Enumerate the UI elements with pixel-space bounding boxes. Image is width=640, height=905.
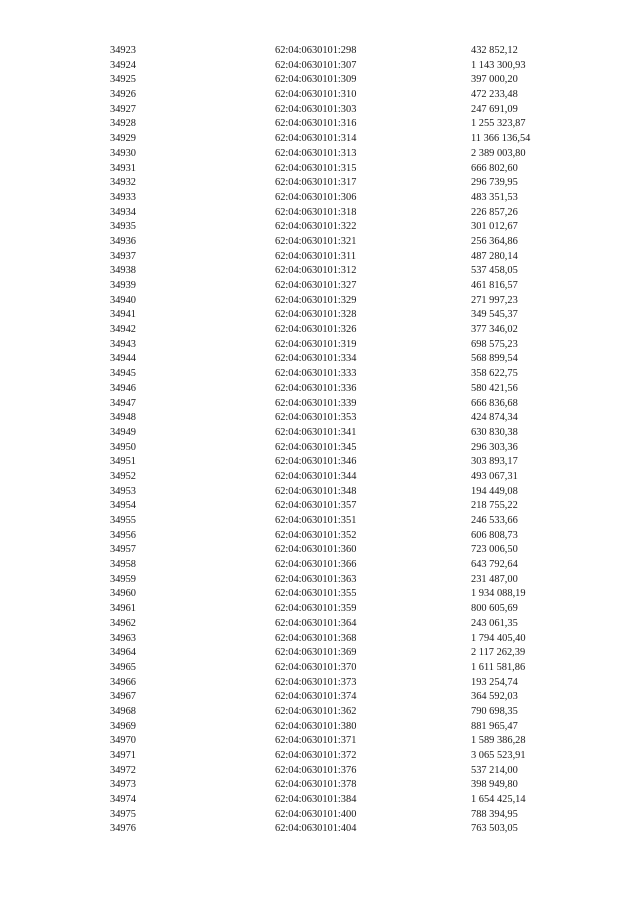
row-number: 34970 — [110, 735, 136, 747]
table-row — [0, 602, 640, 617]
cadastral-number: 62:04:0630101:344 — [275, 470, 357, 482]
cadastral-number: 62:04:0630101:357 — [275, 500, 357, 512]
row-number: 34958 — [110, 559, 136, 571]
cadastral-value: 303 893,17 — [471, 456, 518, 468]
cadastral-value: 2 117 262,39 — [471, 647, 526, 659]
table-row — [0, 103, 640, 118]
cadastral-value: 11 366 136,54 — [471, 133, 531, 145]
table-row — [0, 632, 640, 647]
row-number: 34943 — [110, 338, 136, 350]
cadastral-value: 1 255 323,87 — [471, 118, 526, 130]
cadastral-value: 377 346,02 — [471, 324, 518, 336]
cadastral-value: 698 575,23 — [471, 338, 518, 350]
cadastral-number: 62:04:0630101:362 — [275, 705, 357, 717]
cadastral-number: 62:04:0630101:327 — [275, 280, 357, 291]
table-row — [0, 676, 640, 691]
cadastral-value: 247 691,09 — [471, 103, 518, 115]
cadastral-number: 62:04:0630101:336 — [275, 382, 357, 394]
row-number: 34948 — [110, 412, 136, 424]
row-number: 34934 — [110, 206, 136, 218]
row-number: 34971 — [110, 750, 136, 761]
cadastral-number: 62:04:0630101:373 — [275, 676, 357, 688]
cadastral-number: 62:04:0630101:303 — [275, 103, 357, 115]
row-number: 34964 — [110, 647, 136, 659]
row-number: 34956 — [110, 529, 136, 541]
cadastral-number: 62:04:0630101:380 — [275, 720, 357, 732]
table-row — [0, 749, 640, 764]
table-row — [0, 220, 640, 235]
cadastral-number: 62:04:0630101:346 — [275, 456, 357, 468]
row-number: 34930 — [110, 147, 136, 159]
row-number: 34941 — [110, 309, 136, 321]
table-row — [0, 793, 640, 808]
cadastral-value: 1 934 088,19 — [471, 588, 526, 600]
table-row — [0, 764, 640, 779]
table-row — [0, 558, 640, 573]
row-number: 34969 — [110, 720, 136, 732]
row-number: 34944 — [110, 353, 136, 365]
table-row — [0, 323, 640, 338]
row-number: 34931 — [110, 162, 136, 174]
row-number: 34960 — [110, 588, 136, 600]
cadastral-number: 62:04:0630101:312 — [275, 265, 357, 277]
table-row — [0, 308, 640, 323]
cadastral-number: 62:04:0630101:316 — [275, 118, 357, 130]
cadastral-value: 432 852,12 — [471, 45, 518, 56]
cadastral-value: 537 458,05 — [471, 265, 518, 277]
cadastral-value: 296 739,95 — [471, 177, 518, 189]
row-number: 34955 — [110, 515, 136, 526]
table-row — [0, 646, 640, 661]
table-row — [0, 661, 640, 676]
row-number: 34967 — [110, 691, 136, 703]
cadastral-value: 461 816,57 — [471, 280, 518, 291]
table-row — [0, 88, 640, 103]
cadastral-value: 666 802,60 — [471, 162, 518, 174]
table-row — [0, 426, 640, 441]
cadastral-value: 358 622,75 — [471, 368, 518, 380]
cadastral-value: 472 233,48 — [471, 89, 518, 101]
table-row — [0, 514, 640, 529]
row-number: 34972 — [110, 764, 136, 776]
row-number: 34933 — [110, 191, 136, 203]
cadastral-value: 483 351,53 — [471, 191, 518, 203]
table-row — [0, 294, 640, 309]
cadastral-value: 723 006,50 — [471, 544, 518, 556]
table-row — [0, 44, 640, 59]
table-row — [0, 191, 640, 206]
table-row — [0, 455, 640, 470]
row-number: 34932 — [110, 177, 136, 189]
table-row — [0, 587, 640, 602]
table-row — [0, 397, 640, 412]
cadastral-value: 397 000,20 — [471, 74, 518, 86]
row-number: 34966 — [110, 676, 136, 688]
cadastral-number: 62:04:0630101:333 — [275, 368, 357, 380]
row-number: 34947 — [110, 397, 136, 409]
table-row — [0, 147, 640, 162]
row-number: 34926 — [110, 89, 136, 101]
cadastral-value: 246 533,66 — [471, 515, 518, 526]
cadastral-number: 62:04:0630101:309 — [275, 74, 357, 86]
cadastral-value: 226 857,26 — [471, 206, 518, 218]
row-number: 34973 — [110, 779, 136, 791]
cadastral-number: 62:04:0630101:311 — [275, 250, 357, 262]
row-number: 34965 — [110, 661, 136, 673]
table-row — [0, 162, 640, 177]
cadastral-value: 301 012,67 — [471, 221, 518, 233]
cadastral-value: 194 449,08 — [471, 485, 518, 497]
row-number: 34946 — [110, 382, 136, 394]
table-row — [0, 529, 640, 544]
row-number: 34962 — [110, 617, 136, 629]
row-number: 34937 — [110, 250, 136, 262]
row-number: 34927 — [110, 103, 136, 115]
row-number: 34940 — [110, 294, 136, 306]
cadastral-value: 296 303,36 — [471, 441, 518, 453]
cadastral-number: 62:04:0630101:326 — [275, 324, 357, 336]
row-number: 34974 — [110, 794, 136, 806]
cadastral-number: 62:04:0630101:369 — [275, 647, 357, 659]
table-row — [0, 117, 640, 132]
cadastral-number: 62:04:0630101:364 — [275, 617, 357, 629]
cadastre-value-table — [0, 44, 640, 837]
cadastral-value: 763 503,05 — [471, 823, 518, 835]
cadastral-number: 62:04:0630101:376 — [275, 764, 357, 776]
table-row — [0, 734, 640, 749]
cadastral-value: 364 592,03 — [471, 691, 518, 703]
table-row — [0, 778, 640, 793]
table-row — [0, 250, 640, 265]
table-row — [0, 352, 640, 367]
table-row — [0, 573, 640, 588]
table-row — [0, 543, 640, 558]
cadastral-value: 271 997,23 — [471, 294, 518, 306]
row-number: 34952 — [110, 470, 136, 482]
cadastral-value: 1 143 300,93 — [471, 59, 526, 71]
cadastral-value: 493 067,31 — [471, 470, 518, 482]
cadastral-number: 62:04:0630101:306 — [275, 191, 357, 203]
cadastral-value: 231 487,00 — [471, 573, 518, 585]
row-number: 34976 — [110, 823, 136, 835]
row-number: 34961 — [110, 603, 136, 615]
table-row — [0, 705, 640, 720]
table-row — [0, 338, 640, 353]
table-row — [0, 441, 640, 456]
table-row — [0, 73, 640, 88]
table-row — [0, 367, 640, 382]
cadastral-number: 62:04:0630101:378 — [275, 779, 357, 791]
cadastral-value: 256 364,86 — [471, 235, 518, 247]
cadastral-value: 398 949,80 — [471, 779, 518, 791]
row-number: 34975 — [110, 808, 136, 820]
cadastral-value: 349 545,37 — [471, 309, 518, 321]
cadastral-number: 62:04:0630101:400 — [275, 808, 357, 820]
cadastral-value: 568 899,54 — [471, 353, 518, 365]
row-number: 34924 — [110, 59, 136, 71]
row-number: 34929 — [110, 133, 136, 145]
cadastral-number: 62:04:0630101:370 — [275, 661, 357, 673]
row-number: 34949 — [110, 426, 136, 438]
cadastral-number: 62:04:0630101:307 — [275, 59, 357, 71]
cadastral-value: 218 755,22 — [471, 500, 518, 512]
cadastral-number: 62:04:0630101:360 — [275, 544, 357, 556]
cadastral-value: 1 654 425,14 — [471, 794, 526, 806]
row-number: 34954 — [110, 500, 136, 512]
cadastral-number: 62:04:0630101:372 — [275, 750, 357, 761]
cadastral-number: 62:04:0630101:318 — [275, 206, 357, 218]
cadastral-value: 424 874,34 — [471, 412, 518, 424]
cadastral-number: 62:04:0630101:355 — [275, 588, 357, 600]
row-number: 34923 — [110, 45, 136, 56]
cadastral-number: 62:04:0630101:313 — [275, 147, 357, 159]
cadastral-number: 62:04:0630101:359 — [275, 603, 357, 615]
table-row — [0, 382, 640, 397]
cadastral-value: 580 421,56 — [471, 382, 518, 394]
cadastral-number: 62:04:0630101:314 — [275, 133, 357, 145]
row-number: 34936 — [110, 235, 136, 247]
cadastral-number: 62:04:0630101:310 — [275, 89, 357, 101]
cadastral-value: 643 792,64 — [471, 559, 518, 571]
table-row — [0, 411, 640, 426]
cadastral-value: 1 589 386,28 — [471, 735, 526, 747]
cadastral-value: 193 254,74 — [471, 676, 518, 688]
cadastral-number: 62:04:0630101:374 — [275, 691, 357, 703]
cadastral-value: 881 965,47 — [471, 720, 518, 732]
table-row — [0, 822, 640, 837]
cadastral-number: 62:04:0630101:334 — [275, 353, 357, 365]
cadastral-number: 62:04:0630101:317 — [275, 177, 357, 189]
row-number: 34945 — [110, 368, 136, 380]
cadastral-value: 800 605,69 — [471, 603, 518, 615]
table-row — [0, 176, 640, 191]
cadastral-value: 790 698,35 — [471, 705, 518, 717]
row-number: 34951 — [110, 456, 136, 468]
table-row — [0, 720, 640, 735]
row-number: 34928 — [110, 118, 136, 130]
cadastral-number: 62:04:0630101:298 — [275, 45, 357, 56]
cadastral-value: 666 836,68 — [471, 397, 518, 409]
cadastral-number: 62:04:0630101:319 — [275, 338, 357, 350]
table-row — [0, 808, 640, 823]
cadastral-value: 3 065 523,91 — [471, 750, 526, 761]
row-number: 34968 — [110, 705, 136, 717]
cadastral-number: 62:04:0630101:341 — [275, 426, 357, 438]
table-row — [0, 470, 640, 485]
table-row — [0, 132, 640, 147]
cadastral-value: 630 830,38 — [471, 426, 518, 438]
table-row — [0, 279, 640, 294]
table-row — [0, 617, 640, 632]
row-number: 34959 — [110, 573, 136, 585]
row-number: 34942 — [110, 324, 136, 336]
cadastral-number: 62:04:0630101:368 — [275, 632, 357, 644]
cadastral-number: 62:04:0630101:404 — [275, 823, 357, 835]
cadastral-number: 62:04:0630101:315 — [275, 162, 357, 174]
cadastral-number: 62:04:0630101:366 — [275, 559, 357, 571]
cadastral-number: 62:04:0630101:353 — [275, 412, 357, 424]
cadastral-number: 62:04:0630101:321 — [275, 235, 357, 247]
row-number: 34953 — [110, 485, 136, 497]
table-row — [0, 499, 640, 514]
table-row — [0, 206, 640, 221]
cadastral-number: 62:04:0630101:363 — [275, 573, 357, 585]
cadastral-number: 62:04:0630101:322 — [275, 221, 357, 233]
cadastral-number: 62:04:0630101:339 — [275, 397, 357, 409]
row-number: 34963 — [110, 632, 136, 644]
cadastral-number: 62:04:0630101:351 — [275, 515, 357, 526]
row-number: 34925 — [110, 74, 136, 86]
table-row — [0, 59, 640, 74]
cadastral-number: 62:04:0630101:352 — [275, 529, 357, 541]
cadastral-number: 62:04:0630101:371 — [275, 735, 357, 747]
cadastral-number: 62:04:0630101:384 — [275, 794, 357, 806]
table-row — [0, 485, 640, 500]
cadastral-value: 1 794 405,40 — [471, 632, 526, 644]
row-number: 34939 — [110, 280, 136, 291]
row-number: 34957 — [110, 544, 136, 556]
row-number: 34935 — [110, 221, 136, 233]
cadastral-value: 788 394,95 — [471, 808, 518, 820]
cadastral-value: 2 389 003,80 — [471, 147, 526, 159]
table-row — [0, 264, 640, 279]
row-number: 34938 — [110, 265, 136, 277]
cadastral-value: 606 808,73 — [471, 529, 518, 541]
cadastral-number: 62:04:0630101:348 — [275, 485, 357, 497]
cadastral-value: 1 611 581,86 — [471, 661, 526, 673]
table-row — [0, 690, 640, 705]
table-row — [0, 235, 640, 250]
cadastral-number: 62:04:0630101:329 — [275, 294, 357, 306]
cadastral-number: 62:04:0630101:328 — [275, 309, 357, 321]
cadastral-number: 62:04:0630101:345 — [275, 441, 357, 453]
cadastral-value: 243 061,35 — [471, 617, 518, 629]
cadastral-value: 537 214,00 — [471, 764, 518, 776]
row-number: 34950 — [110, 441, 136, 453]
cadastral-value: 487 280,14 — [471, 250, 518, 262]
